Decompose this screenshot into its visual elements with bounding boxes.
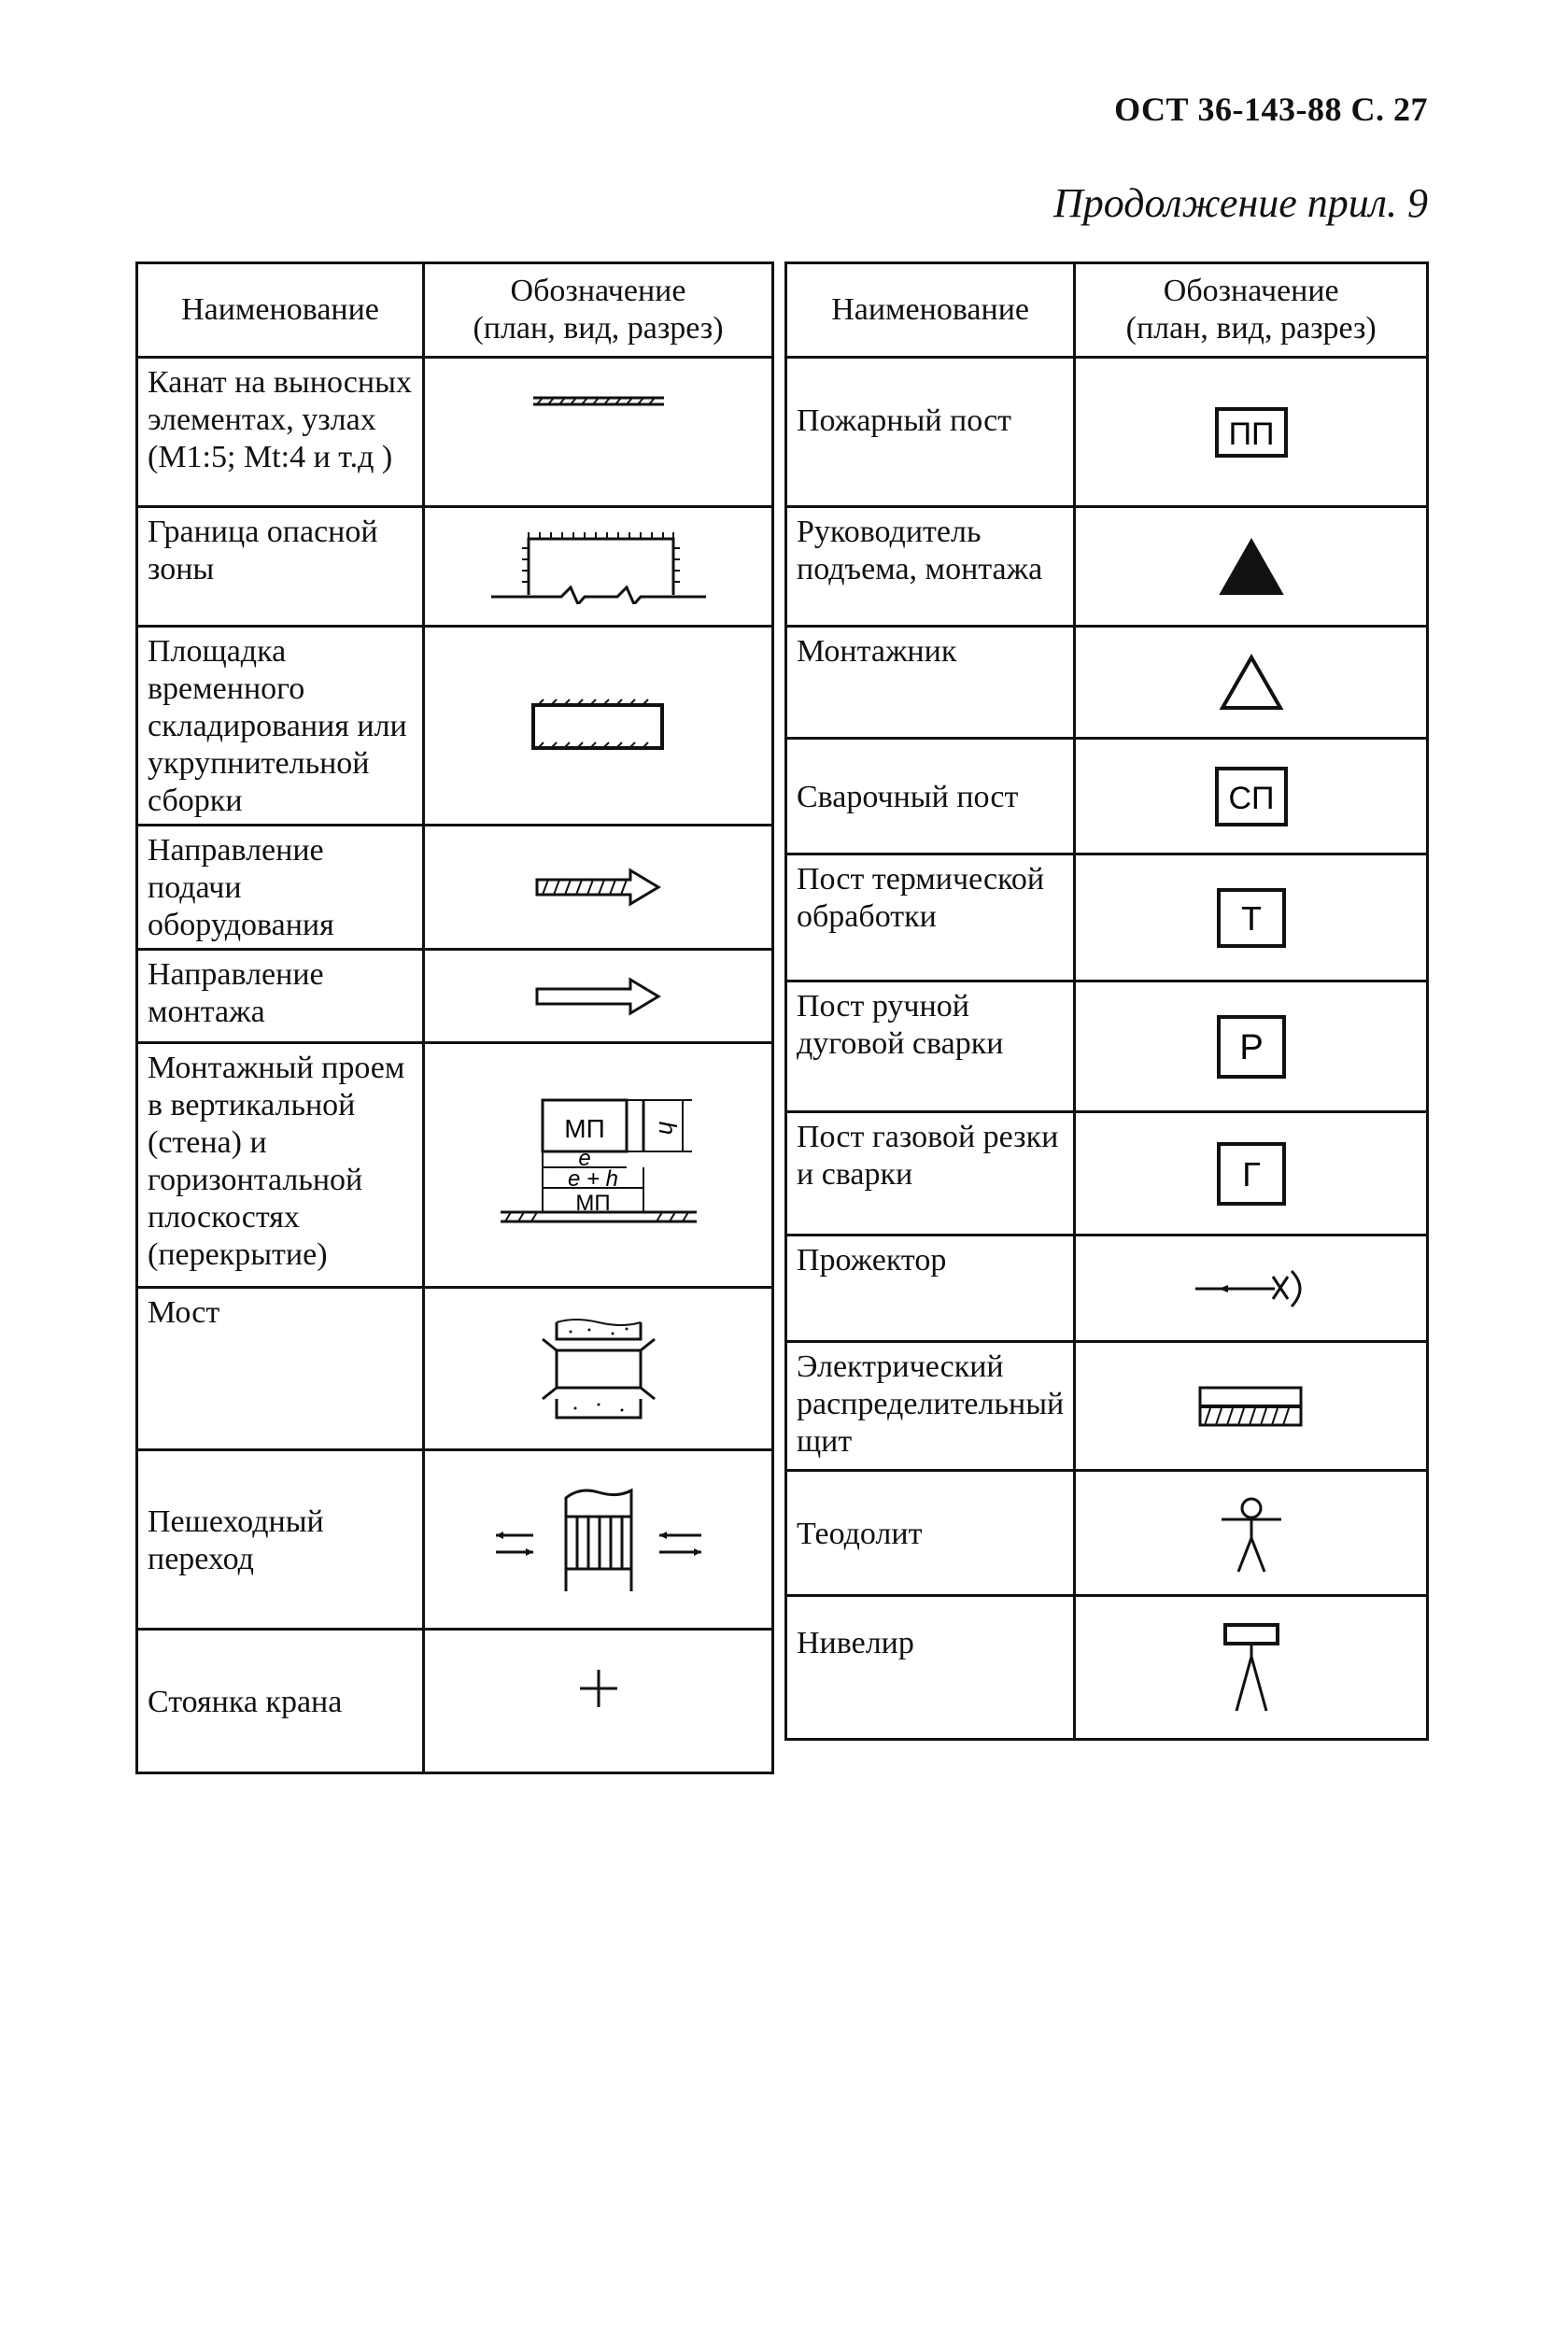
row-name: Нивелир xyxy=(786,1596,1075,1740)
appendix-continuation-title: Продолжение прил. 9 xyxy=(1053,180,1428,226)
table-row xyxy=(137,1450,773,1630)
row-name: Пост газовой резки и сварки xyxy=(786,1112,1075,1236)
theodolite-icon xyxy=(1075,1471,1428,1596)
column-header-symbol-line1: Обозначение xyxy=(1163,274,1339,308)
symbols-table-left xyxy=(135,261,774,1774)
table-row xyxy=(786,981,1428,1112)
fire-post-icon xyxy=(1075,358,1428,507)
table-row xyxy=(137,507,773,627)
opening-width-label: e xyxy=(577,1145,591,1171)
table-header-row xyxy=(786,263,1428,358)
table-row xyxy=(786,507,1428,627)
outline-triangle-icon xyxy=(1075,627,1428,739)
table-row xyxy=(786,1112,1428,1236)
welding-post-code: СП xyxy=(1228,780,1275,816)
row-name: Площадка временного складирования или укрупнительной сборки xyxy=(137,627,424,826)
column-header-name: Наименование xyxy=(786,263,1075,358)
table-row xyxy=(786,1342,1428,1471)
opening-height-label: h xyxy=(653,1121,682,1135)
column-header-name: Наименование xyxy=(137,263,424,358)
table-row xyxy=(786,1236,1428,1342)
distribution-board-icon xyxy=(1075,1342,1428,1471)
table-row xyxy=(137,627,773,826)
level-instrument-icon xyxy=(1075,1596,1428,1740)
table-row xyxy=(786,358,1428,507)
filled-triangle-icon xyxy=(1075,507,1428,627)
row-name: Пост ручной дуговой сварки xyxy=(786,981,1075,1112)
row-name: Руководитель подъема, монтажа xyxy=(786,507,1075,627)
table-row xyxy=(137,1043,773,1288)
welding-post-icon xyxy=(1075,739,1428,854)
row-name: Стоянка крана xyxy=(137,1630,424,1773)
table-row xyxy=(137,950,773,1043)
pedestrian-crossing-icon xyxy=(424,1450,773,1630)
row-name: Сварочный пост xyxy=(786,739,1075,854)
equipment-feed-arrow-icon xyxy=(424,826,773,950)
storage-area-icon xyxy=(424,627,773,826)
gas-cutting-post-code: Г xyxy=(1241,1154,1261,1193)
symbols-table-right xyxy=(784,261,1429,1741)
row-name: Граница опасной зоны xyxy=(137,507,424,627)
table-row xyxy=(786,627,1428,739)
table-row xyxy=(786,1596,1428,1740)
fire-post-code: ПП xyxy=(1228,416,1275,452)
row-name: Пешеходный переход xyxy=(137,1450,424,1630)
column-header-symbol-line2: (план, вид, разрез) xyxy=(473,311,724,346)
floodlight-icon xyxy=(1075,1236,1428,1342)
row-name: Прожектор xyxy=(786,1236,1075,1342)
page-header: ОСТ 36-143-88 С. 27 xyxy=(1114,91,1428,128)
heat-treatment-post-code: Т xyxy=(1240,898,1262,938)
mounting-opening-icon xyxy=(424,1043,773,1288)
arc-welding-post-icon xyxy=(1075,981,1428,1112)
column-header-symbol xyxy=(424,263,773,358)
column-header-symbol-line1: Обозначение xyxy=(510,274,686,308)
gas-cutting-post-icon xyxy=(1075,1112,1428,1236)
table-row xyxy=(786,1471,1428,1596)
opening-code-label-floor: МП xyxy=(574,1190,611,1216)
row-name: Пост термической обработки xyxy=(786,854,1075,981)
rope-symbol-icon xyxy=(424,358,773,507)
bridge-icon xyxy=(424,1288,773,1450)
row-name: Направление монтажа xyxy=(137,950,424,1043)
row-name: Мост xyxy=(137,1288,424,1450)
row-name: Направление подачи оборудования xyxy=(137,826,424,950)
assembly-direction-arrow-icon xyxy=(424,950,773,1043)
crane-parking-icon xyxy=(424,1630,773,1773)
table-row xyxy=(786,739,1428,854)
table-row xyxy=(137,358,773,507)
column-header-symbol-line2: (план, вид, разрез) xyxy=(1125,311,1377,346)
heat-treatment-post-icon xyxy=(1075,854,1428,981)
table-header-row xyxy=(137,263,773,358)
row-name: Электрический распределительный щит xyxy=(786,1342,1075,1471)
row-name: Монтажник xyxy=(786,627,1075,739)
table-row xyxy=(137,1630,773,1773)
row-name: Монтажный проем в вертикальной (стена) и горизонтальной плоскостях (перекрытие) xyxy=(137,1043,424,1288)
opening-width-plus-label: e + h xyxy=(567,1165,618,1192)
danger-zone-boundary-icon xyxy=(424,507,773,627)
arc-welding-post-code: Р xyxy=(1239,1027,1264,1067)
table-row xyxy=(786,854,1428,981)
column-header-symbol xyxy=(1075,263,1428,358)
table-row xyxy=(137,826,773,950)
row-name: Канат на выносных элементах, узлах (М1:5; Мt:4 и т.д ) xyxy=(137,358,424,507)
row-name: Теодолит xyxy=(786,1471,1075,1596)
table-row xyxy=(137,1288,773,1450)
row-name: Пожарный пост xyxy=(786,358,1075,507)
opening-code-label: МП xyxy=(563,1113,605,1143)
